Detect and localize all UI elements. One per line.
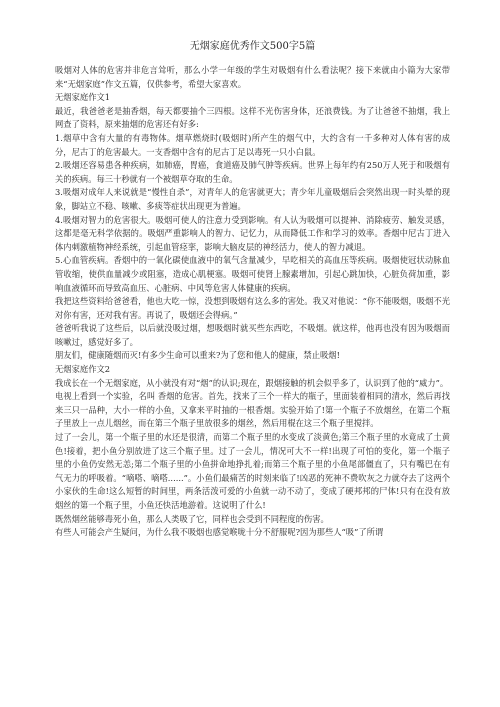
paragraph: 4.吸烟对智力的危害很大。吸烟可使人的注意力受到影响。有人认为吸烟可以提神、消除疲劳、触发灵感，这都是毫无科学依据的。吸烟严重影响人的智力、记忆力，从而降低工作和学习的效率。香烟中尼古丁进入体内刺激植物神经系统，引起血管痉挛，影响大脑皮层的神经活力，使人的智力减退。: [55, 214, 450, 252]
paragraph: 既然烟丝能够毒死小鱼，那么人类吸了它，同样也会受到不同程度的伤害。: [55, 513, 329, 524]
paragraph: 电视上看到一个实验，名叫 香烟的危害。首先，找来了三个一样大的瓶子，里面装着相同的清水，然后再找来三只一品种，大小一样的小鱼，又拿来平时抽的一根香烟。实验开始了!第一个瓶子不放烟丝，在第二个瓶子里放上一点儿烟丝，而在第三个瓶子里放很多的烟丝，然后用棍在这三个瓶子里搅拌。: [55, 391, 450, 429]
paragraph: 我把这些资料给爸爸看，他也大吃一惊，没想到吸烟有这么多的害处。我又对他说：“你不能吸烟，吸烟不光对你有害，还对我有害。再说了，吸烟还会得病。”: [55, 296, 450, 320]
paragraph: 2.吸烟还容易患各种疾病，如肺癌，胃癌，食道癌及肺气肿等疾病。世界上每年约有250万人死于和吸烟有关的疾病。每三十秒就有一个被烟草夺取的生命。: [55, 160, 450, 184]
paragraph: 我成长在一个无烟家庭，从小就没有对“烟”的认识;现在，跟烟接触的机会似乎多了，认识到了他的“威力”。: [55, 377, 449, 388]
section-heading: 无烟家庭作文2: [55, 364, 111, 375]
paragraph: 吸烟对人体的危害并非危言耸听，那么小学一年级的学生对吸烟有什么看法呢？接下来就由小篇为大家带来“无烟家庭”作文五篇，仅供参考，希望大家喜欢。: [55, 65, 450, 89]
paragraph: 爸爸听我说了这些后，以后就没吸过烟，想吸烟时就买些东西吃，不吸烟。就这样，他再也没有因为吸烟而咳嗽过，感觉好多了。: [55, 323, 450, 347]
paragraph: 1.烟草中含有大量的有毒物体。烟草燃烧时(吸烟时)所产生的烟气中，大约含有一千多种对人体有害的成分，尼古丁的危害最大。一支香烟中含有的尼古丁足以毒死一只小白鼠。: [55, 132, 450, 157]
document-title: 无烟家庭优秀作文500字5篇: [189, 41, 316, 52]
section-heading: 无烟家庭作文1: [55, 92, 111, 103]
document-body: [55, 64, 450, 540]
paragraph: 3.吸烟对成年人来说就是“慢性自杀”，对青年人的危害就更大；青少年儿童吸烟后会突然出现一时头晕的现象，脚站立不稳、咳嗽、多痰等症状出现更为普遍。: [55, 187, 450, 211]
paragraph: 5.心血管疾病。香烟中的一氧化碳使血液中的氧气含量减少，早吃相关的高血压等疾病。吸烟使冠状动脉血管收缩，使供血量减少或阻塞，造成心肌梗塞。吸烟可使肾上腺素增加，引起心跳加快，心脏负荷加重，影响血液循环而导致高血压、心脏病、中风等危害人体健康的疾病。: [55, 255, 450, 293]
paragraph: 有些人可能会产生疑问，为什么我不吸烟也感觉喉咙十分不舒服呢?因为那些人“吸”了所谓: [55, 527, 384, 538]
paragraph: 朋友们，健康随烟而灭!有多少生命可以重来?为了您和他人的健康，禁止吸烟!: [55, 350, 340, 361]
paragraph: 最近，我爸爸老是抽香烟，每天都要抽个三四根。这样不光伤害身体，还浪费钱。为了让爸爸不抽烟，我上网查了资料，原来抽烟的危害还有好多:: [55, 105, 450, 130]
paragraph: 过了一会儿，第一个瓶子里的水还是很清，而第二个瓶子里的水变成了淡黄色;第三个瓶子里的水竟成了土黄色!接着，把小鱼分别放进了这三个瓶子里。过了一会儿，情况可大不一样!出现了可怕的变化，第一个瓶子里的小鱼仍安然无恙;第二个瓶子里的小鱼拼命地挣扎着;而第三个瓶子里的小鱼尾部僵直了，只有嘴巴在有气无力的呼吸着。“嘀嗒、嘀嗒......”。小鱼们最痛苦的时刻来临了!凶恶的死神不费吹灰之力就夺去了这两个小家伙的生命!这么短暂的时间里，两条活泼可爱的小鱼就一动不动了，变成了硬邦邦的尸体!只有在没有放烟丝的第一个瓶子里，小鱼还快活地游着。这说明了什么!: [55, 432, 450, 510]
